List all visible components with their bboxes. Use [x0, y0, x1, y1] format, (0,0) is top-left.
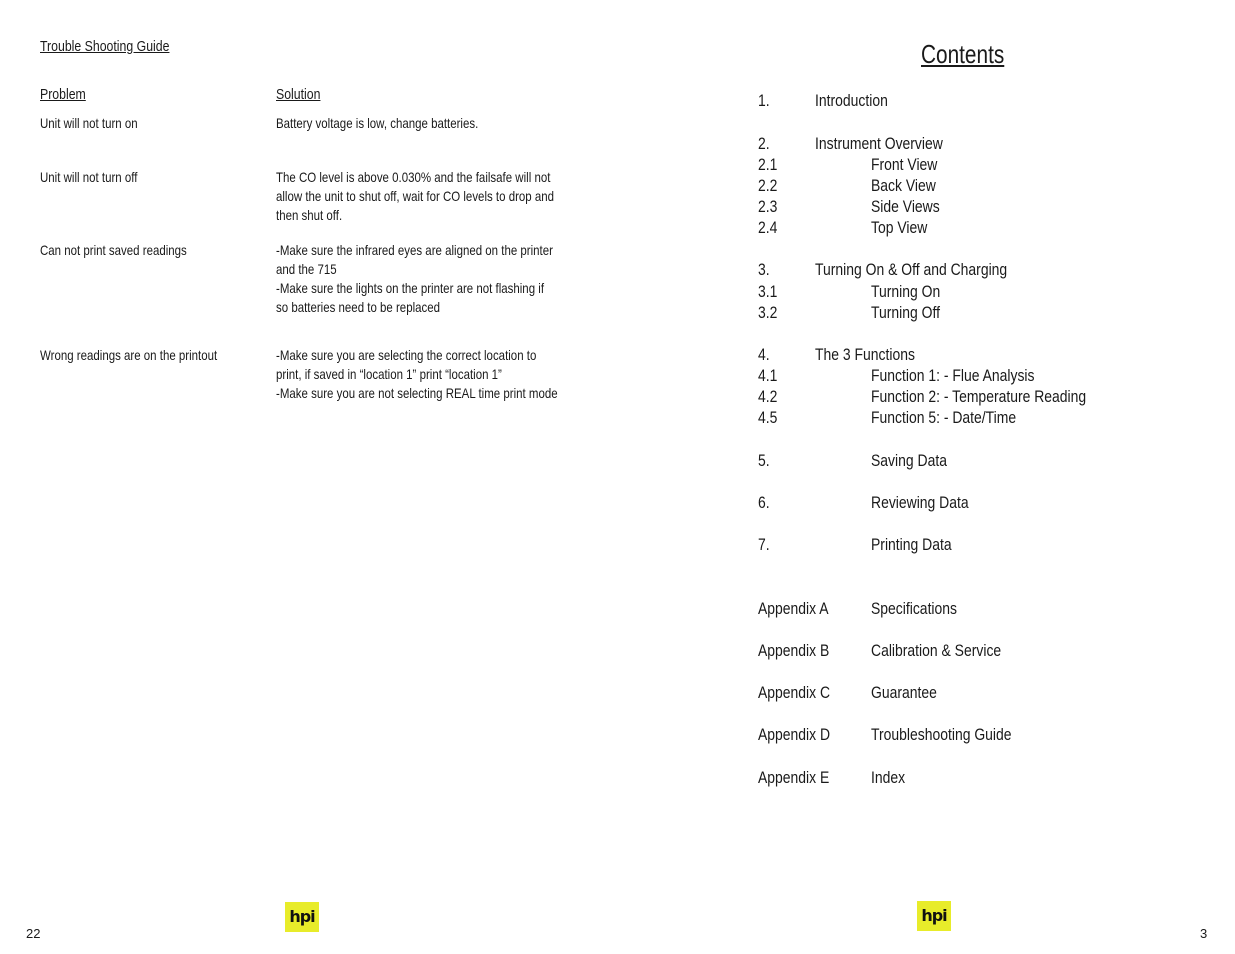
toc-label: Top View — [871, 218, 928, 237]
toc-label: Calibration & Service — [871, 641, 1002, 660]
toc-label: Index — [871, 768, 906, 787]
problem-cell: Can not print saved readings — [40, 242, 187, 258]
toc-label: Troubleshooting Guide — [871, 725, 1012, 744]
toc-label: Guarantee — [871, 683, 937, 702]
toc-number: 2.1 — [758, 155, 778, 174]
toc-number: 2.4 — [758, 218, 778, 237]
toc-label: Saving Data — [871, 451, 947, 470]
toc-number: 3.2 — [758, 303, 778, 322]
toc-number: 4.1 — [758, 366, 778, 385]
logo-text: hpi — [289, 907, 315, 926]
toc-number: Appendix C — [758, 683, 831, 702]
toc-number: 3. — [758, 260, 770, 279]
solution-line: Battery voltage is low, change batteries. — [276, 115, 479, 131]
toc-number: 2.3 — [758, 197, 778, 216]
toc-number: 2.2 — [758, 176, 778, 195]
logo-text: hpi — [921, 906, 947, 925]
toc-number: 4. — [758, 345, 770, 364]
page-number-left: 22 — [26, 926, 41, 941]
toc-label: Side Views — [871, 197, 940, 216]
solution-line: -Make sure the infrared eyes are aligned on the printer — [276, 242, 553, 258]
solution-line: allow the unit to shut off, wait for CO levels to drop and — [276, 188, 555, 204]
toc-label: Printing Data — [871, 535, 952, 554]
solution-cell — [276, 114, 478, 133]
toc-label: Function 1: - Flue Analysis — [871, 366, 1035, 385]
toc-label: Function 2: - Temperature Reading — [871, 387, 1087, 406]
solution-line: -Make sure the lights on the printer are not flashing if — [276, 280, 545, 296]
solution-line: The CO level is above 0.030% and the failsafe will not — [276, 169, 551, 185]
toc-number: Appendix A — [758, 599, 829, 618]
toc-number: 1. — [758, 91, 770, 110]
toc-number: 3.1 — [758, 282, 778, 301]
solution-cell — [276, 346, 558, 403]
solution-line: then shut off. — [276, 207, 343, 223]
toc-label: Introduction — [815, 91, 888, 110]
toc-label: Reviewing Data — [871, 493, 969, 512]
problem-cell: Unit will not turn off — [40, 169, 138, 185]
toc-number: 4.5 — [758, 408, 778, 427]
toc-number: 6. — [758, 493, 770, 512]
troubleshooting-title: Trouble Shooting Guide — [40, 38, 170, 55]
solution-line: -Make sure you are not selecting REAL time print mode — [276, 385, 558, 401]
toc-number: Appendix D — [758, 725, 831, 744]
solution-line: print, if saved in “location 1” print “location 1” — [276, 366, 502, 382]
page-number-right: 3 — [1200, 926, 1208, 941]
toc-label: The 3 Functions — [815, 345, 915, 364]
toc-label: Back View — [871, 176, 936, 195]
solution-line: so batteries need to be replaced — [276, 299, 441, 315]
solution-line: and the 715 — [276, 261, 337, 277]
toc-label: Instrument Overview — [815, 134, 943, 153]
problem-header: Problem — [40, 86, 86, 103]
solution-line: -Make sure you are selecting the correct location to — [276, 347, 537, 363]
toc-label: Turning On — [871, 282, 941, 301]
toc-number: 5. — [758, 451, 770, 470]
toc-number: 4.2 — [758, 387, 778, 406]
toc-number: 2. — [758, 134, 770, 153]
toc-number: Appendix B — [758, 641, 830, 660]
toc-label: Specifications — [871, 599, 958, 618]
toc-label: Front View — [871, 155, 938, 174]
toc-label: Turning On & Off and Charging — [815, 260, 1008, 279]
solution-cell — [276, 241, 553, 317]
toc-number: 7. — [758, 535, 770, 554]
solution-cell — [276, 168, 554, 225]
toc-label: Function 5: - Date/Time — [871, 408, 1017, 427]
hpi-logo-icon — [285, 902, 319, 932]
solution-header: Solution — [276, 86, 321, 103]
contents-title: Contents — [921, 39, 1005, 69]
problem-cell: Unit will not turn on — [40, 115, 138, 131]
hpi-logo-icon — [917, 901, 951, 931]
toc-number: Appendix E — [758, 768, 830, 787]
toc-label: Turning Off — [871, 303, 940, 322]
problem-cell: Wrong readings are on the printout — [40, 347, 218, 363]
